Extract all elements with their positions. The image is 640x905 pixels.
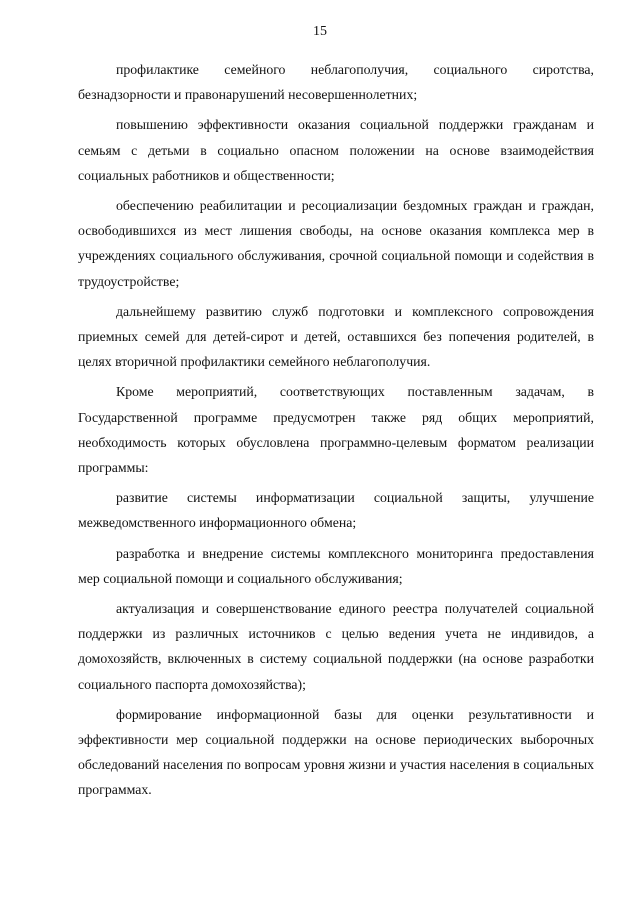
page-number: 15 (313, 24, 327, 39)
paragraph-informatization: развитие системы информатизации социальной защиты, улучшение межведомственного информационного обмена; (78, 490, 594, 531)
paragraph-social-support-efficiency: повышению эффективности оказания социальной поддержки гражданам и семьям с детьми в социально опасном положении на основе взаимодействия социальных работников и общественности; (78, 117, 594, 183)
paragraph-prevention-family: профилактике семейного неблагополучия, социального сиротства, безнадзорности и правонарушений несовершеннолетних; (78, 62, 594, 103)
body-text (78, 57, 594, 808)
paragraph-foster-family-services: дальнейшему развитию служб подготовки и комплексного сопровождения приемных семей для детей-сирот и детей, оставшихся без попечения родителей, в целях вторичной профилактики семейного неблагополучия. (78, 303, 594, 370)
paragraph-rehabilitation-homeless: обеспечению реабилитации и ресоциализации бездомных граждан и граждан, освободившихся из мест лишения свободы, на основе оказания комплекса мер в учреждениях социального обслуживания, срочной социальной помощи и содействия в трудоустройстве; (78, 198, 594, 289)
paragraph-unified-registry: актуализация и совершенствование единого реестра получателей социальной поддержки из различных источников с целью ведения учета не индивидов, а домохозяйств, включенных в систему социальной поддержки (на основе разработки социального паспорта домохозяйства); (78, 601, 594, 692)
paragraph-monitoring-system: разработка и внедрение системы комплексного мониторинга предоставления мер социальной помощи и социального обслуживания; (78, 545, 594, 586)
paragraph-general-measures-intro: Кроме мероприятий, соответствующих поставленным задачам, в Государственной программе предусмотрен также ряд общих мероприятий, необходимость которых обусловлена программно-целевым форматом реализации программы: (78, 384, 594, 476)
paragraph-information-base: формирование информационной базы для оценки результативности и эффективности мер социальной поддержки на основе периодических выборочных обследований населения по вопросам уровня жизни и участия населения в социальных программах. (78, 706, 594, 798)
